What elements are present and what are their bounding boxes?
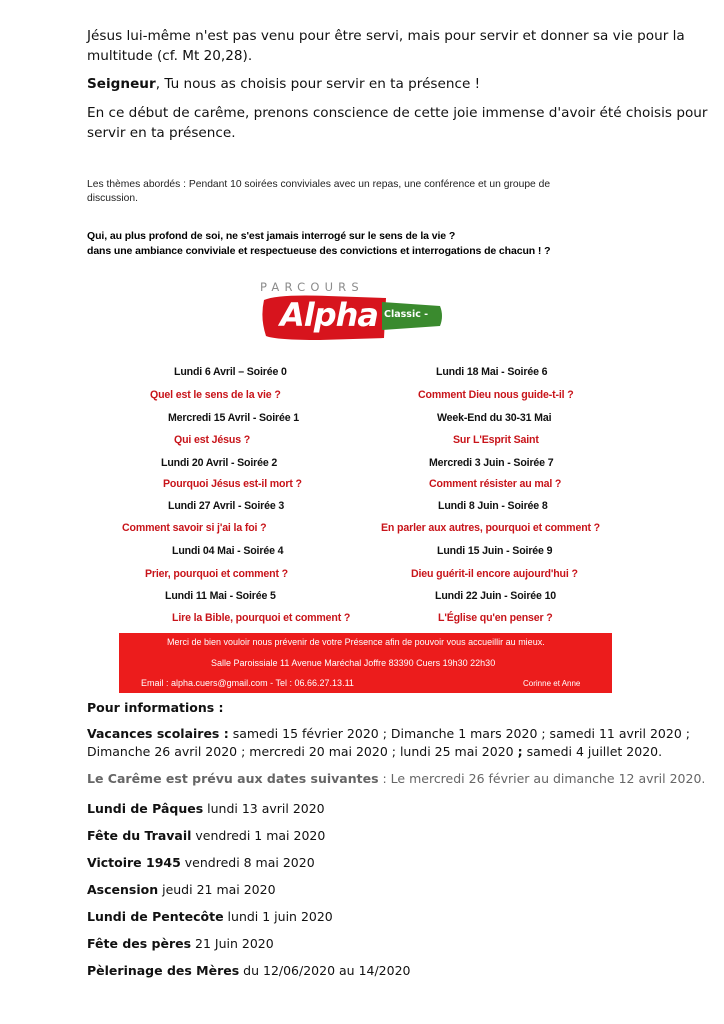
schedule-topic: Quel est le sens de la vie ? (150, 389, 281, 401)
schedule-date: Mercredi 3 Juin - Soirée 7 (429, 457, 554, 469)
careme-dates-line (87, 770, 705, 788)
holiday-label: Ascension (87, 882, 159, 897)
careme-paragraph (87, 103, 707, 143)
holiday-label: Lundi de Pâques (87, 801, 204, 816)
schedule-date: Lundi 11 Mai - Soirée 5 (165, 590, 276, 602)
schedule-date: Lundi 8 Juin - Soirée 8 (438, 500, 548, 512)
vacances-dates: samedi 15 février 2020 ; Dimanche 1 mars 2020 ; samedi 11 avril 2020 ; (228, 726, 690, 741)
holiday-date: lundi 1 juin 2020 (223, 909, 333, 924)
schedule-topic: Lire la Bible, pourquoi et comment ? (172, 612, 351, 624)
holiday-item (87, 935, 274, 953)
schedule-topic: Sur L'Esprit Saint (453, 434, 539, 446)
holiday-item (87, 854, 315, 872)
holiday-date: lundi 13 avril 2020 (203, 801, 325, 816)
vacances-separator: ; (517, 744, 523, 759)
parcours-alpha-logo (258, 280, 448, 344)
careme-dates: : Le mercredi 26 février au dimanche 12 avril 2020. (378, 771, 706, 786)
vacances-dates: Dimanche 26 avril 2020 ; mercredi 20 mai 2020 ; lundi 25 mai 2020 (87, 744, 518, 759)
logo-parcours-label: PARCOURS (260, 280, 364, 294)
holiday-date: vendredi 8 mai 2020 (180, 855, 315, 870)
holiday-date: vendredi 1 mai 2020 (191, 828, 326, 843)
schedule-date: Mercredi 15 Avril - Soirée 1 (168, 412, 300, 424)
schedule-topic: L'Église qu'en penser ? (438, 612, 553, 624)
holiday-item (87, 908, 333, 926)
careme-line: servir en ta présence. (87, 125, 236, 141)
intro-paragraph (87, 26, 685, 66)
contact-signature: Corinne et Anne (523, 679, 581, 688)
contact-email-phone: Email : alpha.cuers@gmail.com - Tel : 06.66.27.13.11 (141, 678, 354, 688)
vacances-dates: samedi 4 juillet 2020. (522, 744, 663, 759)
holiday-date: du 12/06/2020 au 14/2020 (239, 963, 411, 978)
question-text (87, 229, 550, 259)
seigneur-bold: Seigneur (87, 76, 156, 92)
schedule-date: Lundi 15 Juin - Soirée 9 (437, 545, 553, 557)
themes-line: Les thèmes abordés : Pendant 10 soirées conviviales avec un repas, une conférence et un groupe de (87, 179, 551, 190)
holiday-label: Victoire 1945 (87, 855, 181, 870)
seigneur-text: , Tu nous as choisis pour servir en ta présence ! (155, 76, 481, 92)
schedule-topic: Dieu guérit-il encore aujourd'hui ? (411, 568, 578, 580)
intro-line: multitude (cf. Mt 20,28). (87, 48, 253, 64)
holiday-item (87, 881, 276, 899)
themes-text (87, 178, 550, 206)
info-heading: Pour informations : (87, 700, 224, 715)
contact-address: Salle Paroissiale 11 Avenue Maréchal Joffre 83390 Cuers 19h30 22h30 (211, 658, 496, 668)
schedule-date: Lundi 18 Mai - Soirée 6 (436, 366, 548, 378)
question-line: dans une ambiance conviviale et respectueuse des convictions et interrogations de chacun ! ? (87, 245, 551, 257)
schedule-date: Lundi 22 Juin - Soirée 10 (435, 590, 557, 602)
schedule-topic: Comment savoir si j'ai la foi ? (122, 522, 267, 534)
holiday-date: jeudi 21 mai 2020 (158, 882, 276, 897)
vacances-line (87, 725, 690, 743)
logo-classic-word: Classic - (384, 309, 429, 320)
logo-alpha-word: Alpha (280, 296, 379, 334)
schedule-topic: Pourquoi Jésus est-il mort ? (163, 478, 302, 490)
schedule-date: Week-End du 30-31 Mai (437, 412, 552, 424)
vacances-line (87, 743, 690, 761)
question-line: Qui, au plus profond de soi, ne s'est jamais interrogé sur le sens de la vie ? (87, 230, 456, 242)
holiday-label: Pèlerinage des Mères (87, 963, 240, 978)
holiday-item (87, 800, 325, 818)
contact-line: Merci de bien vouloir nous prévenir de votre Présence afin de pouvoir vous accueillir au mieux. (167, 637, 545, 647)
schedule-date: Lundi 27 Avril - Soirée 3 (168, 500, 285, 512)
holiday-label: Fête des pères (87, 936, 192, 951)
careme-line: En ce début de carême, prenons conscience de cette joie immense d'avoir été choisis pour (87, 105, 708, 121)
schedule-date: Lundi 04 Mai - Soirée 4 (172, 545, 284, 557)
vacances-block (87, 725, 690, 761)
schedule-topic: En parler aux autres, pourquoi et comment ? (381, 522, 601, 534)
intro-line: Jésus lui-même n'est pas venu pour être servi, mais pour servir et donner sa vie pour la (87, 28, 685, 44)
vacances-label: Vacances scolaires : (87, 726, 229, 741)
contact-box (119, 633, 612, 693)
holiday-item (87, 827, 325, 845)
schedule-topic: Qui est Jésus ? (174, 434, 251, 446)
schedule-date: Lundi 20 Avril - Soirée 2 (161, 457, 278, 469)
holiday-item (87, 962, 411, 980)
schedule-topic: Comment résister au mal ? (429, 478, 562, 490)
holiday-date: 21 Juin 2020 (191, 936, 274, 951)
schedule-topic: Comment Dieu nous guide-t-il ? (418, 389, 574, 401)
themes-line: discussion. (87, 193, 138, 204)
seigneur-line (87, 74, 480, 94)
holiday-label: Fête du Travail (87, 828, 192, 843)
holiday-label: Lundi de Pentecôte (87, 909, 224, 924)
schedule-date: Lundi 6 Avril – Soirée 0 (174, 366, 287, 378)
careme-label: Le Carême est prévu aux dates suivantes (87, 771, 379, 786)
schedule-topic: Prier, pourquoi et comment ? (145, 568, 288, 580)
